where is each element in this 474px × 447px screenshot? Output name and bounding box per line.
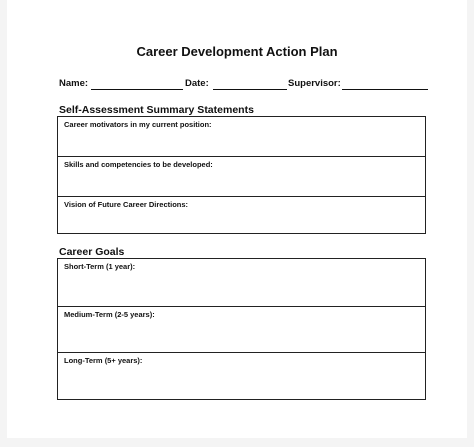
page-title: Career Development Action Plan — [136, 44, 338, 59]
short-term-label: Short-Term (1 year): — [64, 262, 136, 271]
date-label: Date: — [185, 78, 209, 89]
long-term-cell[interactable] — [58, 353, 425, 399]
future-vision-label: Vision of Future Career Directions: — [64, 200, 189, 209]
self-assessment-heading: Self-Assessment Summary Statements — [59, 104, 254, 116]
supervisor-label: Supervisor: — [288, 78, 341, 89]
medium-term-label: Medium-Term (2-5 years): — [64, 310, 155, 319]
self-assessment-table — [57, 116, 426, 234]
name-label: Name: — [59, 78, 89, 89]
career-motivators-cell[interactable] — [58, 117, 425, 157]
career-goals-heading: Career Goals — [59, 246, 125, 258]
medium-term-cell[interactable] — [58, 307, 425, 353]
long-term-label: Long-Term (5+ years): — [64, 356, 143, 365]
form-page — [7, 0, 467, 438]
career-goals-table — [57, 258, 426, 400]
skills-competencies-cell[interactable] — [58, 157, 425, 197]
name-field-line[interactable] — [91, 89, 183, 90]
short-term-cell[interactable] — [58, 259, 425, 307]
date-field-line[interactable] — [213, 89, 287, 90]
supervisor-field-line[interactable] — [342, 89, 428, 90]
header-fields-row — [59, 78, 429, 92]
future-vision-cell[interactable] — [58, 197, 425, 233]
skills-competencies-label: Skills and competencies to be developed: — [64, 160, 213, 169]
career-motivators-label: Career motivators in my current position: — [64, 120, 212, 129]
